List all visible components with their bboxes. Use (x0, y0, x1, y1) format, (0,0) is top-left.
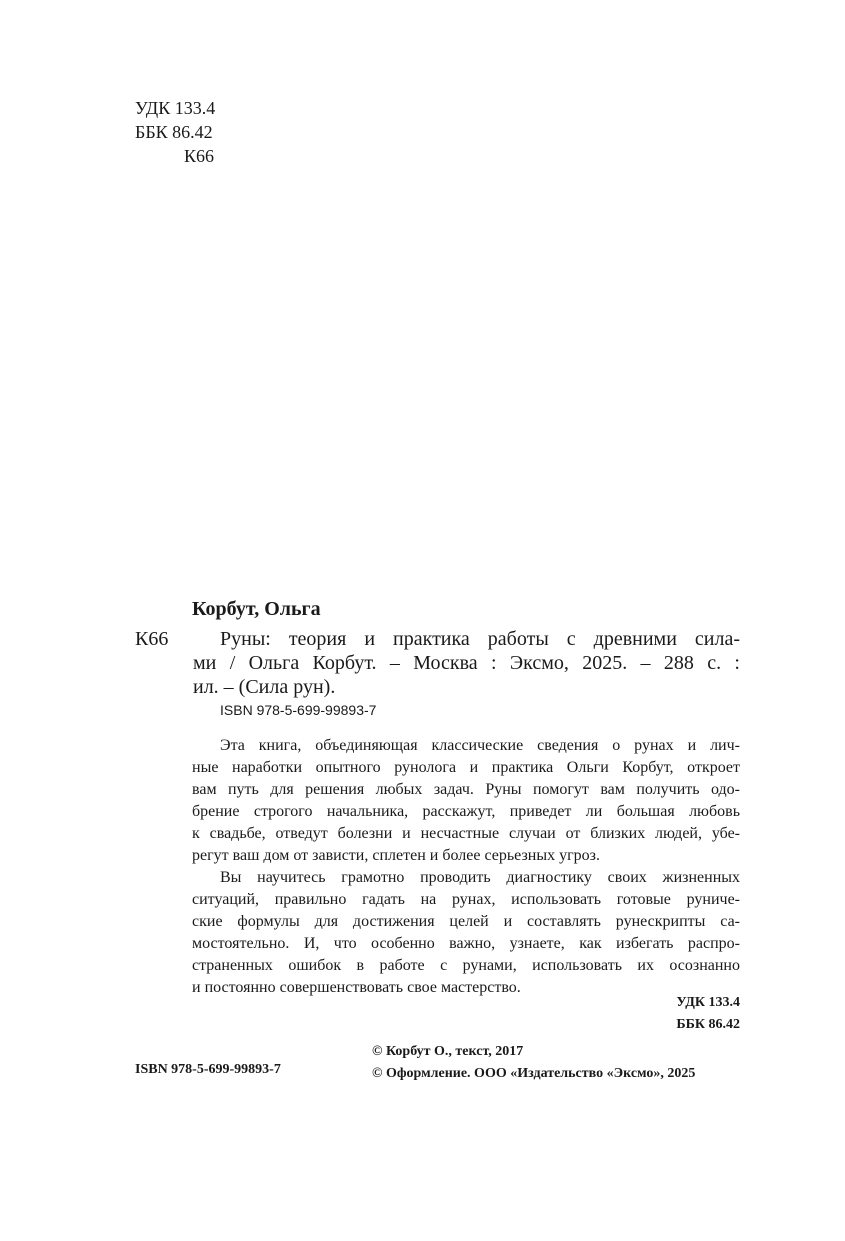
bib-line-3: ил. – (Сила рун). (193, 676, 336, 698)
footer-isbn: ISBN 978-5-699-99893-7 (135, 1062, 281, 1077)
bibliographic-description (193, 627, 740, 699)
classification-block-top (135, 96, 215, 168)
bbk-code: ББК 86.42 (676, 1017, 740, 1032)
classification-block-bottom (676, 992, 740, 1036)
abstract-line: Вы научитесь грамотно проводить диагностику своих жизненных (220, 869, 740, 886)
abstract-line: ные наработки опытного рунолога и практика Ольги Корбут, откроет (192, 759, 740, 776)
copyright-design: © Оформление. ООО «Издательство «Эксмо», 2025 (372, 1066, 696, 1081)
abstract-line: к свадьбе, отведут болезни и несчастные случаи от близких людей, убе- (192, 825, 740, 842)
abstract-line: мостоятельно. И, что особенно важно, узнаете, как избегать распро- (192, 935, 740, 952)
abstract-line: вам путь для решения любых задач. Руны помогут вам получить одо- (192, 781, 740, 798)
abstract-line: брение строгого начальника, расскажут, приведет ли большая любовь (192, 803, 740, 820)
abstract (192, 735, 740, 999)
author-mark: К66 (184, 146, 215, 166)
udk-code: УДК 133.4 (135, 98, 216, 118)
abstract-line: ские формулы для достижения целей и составлять рунескрипты са- (192, 913, 740, 930)
bib-line-2: ми / Ольга Корбут. – Москва : Эксмо, 2025. – 288 с. : (193, 652, 740, 674)
abstract-line: ситуаций, правильно гадать на рунах, использовать готовые руниче- (192, 891, 740, 908)
copyright-text: © Корбут О., текст, 2017 (372, 1044, 524, 1059)
udk-code: УДК 133.4 (676, 995, 740, 1010)
isbn-line: ISBN 978-5-699-99893-7 (220, 702, 377, 718)
bbk-code: ББК 86.42 (135, 122, 213, 142)
abstract-line: и постоянно совершенствовать свое мастерство. (192, 979, 521, 996)
margin-author-mark: К66 (135, 628, 169, 650)
abstract-line: регут ваш дом от зависти, сплетен и более серьезных угроз. (192, 847, 600, 864)
bib-line-1: Руны: теория и практика работы с древними сила- (220, 628, 740, 650)
abstract-line: Эта книга, объединяющая классические сведения о рунах и лич- (220, 737, 740, 754)
author-heading: Корбут, Ольга (192, 598, 321, 620)
copyright-block (372, 1041, 695, 1085)
abstract-line: страненных ошибок в работе с рунами, использовать их осознанно (192, 957, 740, 974)
